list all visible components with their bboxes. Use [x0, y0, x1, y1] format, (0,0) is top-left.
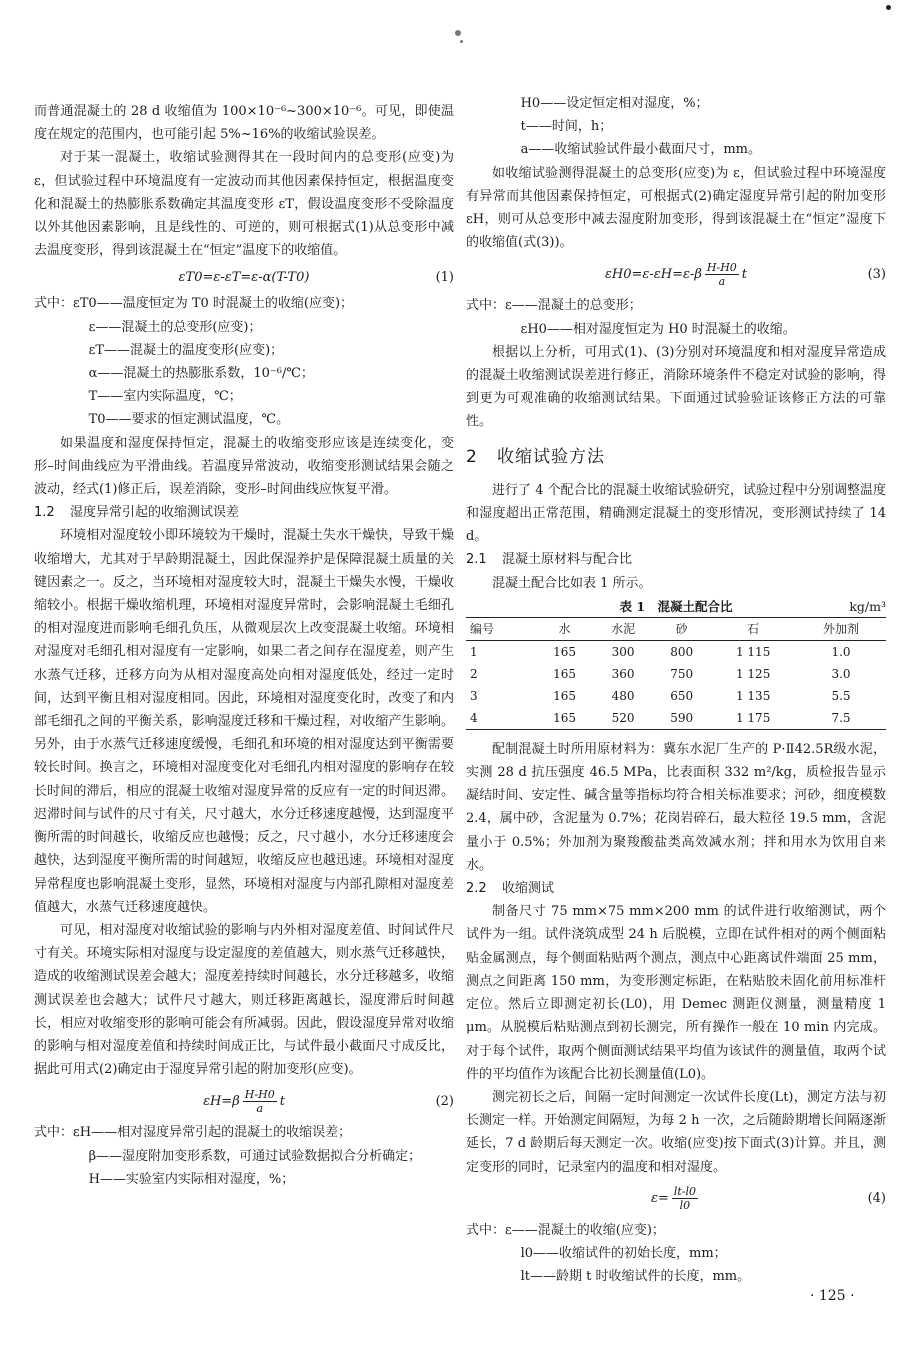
table-cell: 4 — [470, 710, 478, 725]
table-row — [466, 640, 886, 663]
paragraph-intro: 而普通混凝土的 28 d 收缩值为 100×10⁻⁶~300×10⁻⁶。可见，即使温度在规定的范围内，也可能引起 5%~16%的收缩试验误差。 — [34, 104, 454, 143]
paragraph-equation-3: 如收缩试验测得混凝土的总变形(应变)为 ε，但试验过程中环境湿度有异常而其他因素保持恒定，可根据式(2)确定湿度异常引起的附加变形 εH，则可从总变形中减去湿度附加变形，得到该混凝土在“恒定”湿度下的收缩值(式(3))。 — [466, 165, 886, 251]
equation-3-number: (3) — [867, 266, 886, 282]
table-header-cell: 砂 — [675, 621, 688, 636]
table-cell: 650 — [670, 688, 694, 703]
table-cell: 1.0 — [831, 644, 851, 659]
table-cell: 2 — [470, 666, 478, 681]
table-cell: 1 125 — [735, 666, 771, 681]
section-heading-2: 2 收缩试验方法 — [466, 446, 606, 467]
section-heading-2-2: 2.2 收缩测试 — [466, 881, 555, 897]
scan-speck — [460, 40, 463, 43]
eq1-definition: T0——要求的恒定测试温度，℃。 — [88, 412, 290, 428]
equation-4-number: (4) — [867, 1191, 886, 1207]
eq3-definition: 式中： ε——混凝土的总变形； — [466, 298, 642, 314]
table-cell: 1 135 — [735, 688, 771, 703]
table-header-cell: 编号 — [470, 621, 495, 636]
equation-1-body: εT0=ε-εT=ε-α(T-T0) — [178, 269, 310, 285]
table-row — [466, 707, 886, 730]
eq4-definition: l0——收缩试件的初始长度，mm； — [520, 1245, 727, 1261]
eq1-definition: εT——混凝土的温度变形(应变)； — [88, 342, 284, 358]
section-heading-1-2: 1.2 湿度异常引起的收缩测试误差 — [34, 505, 240, 521]
table-cell: 3.0 — [831, 666, 851, 681]
table-header-row — [466, 617, 886, 640]
table-header-cell: 外加剂 — [823, 621, 860, 636]
equation-4-fraction: $\frac{lt-l0}{l0}$ — [673, 1185, 697, 1213]
equation-2-number: (2) — [435, 1093, 454, 1109]
paragraph-section-2-1: 混凝土配合比如表 1 所示。 — [492, 575, 652, 591]
paragraph-humidity-2: 可见，相对湿度对收缩试验的影响与内外相对湿度差值、时间试件尺寸有关。环境实际相对湿度与设定湿度的差值越大，则水蒸气迁移越快，造成的收缩测试误差会越大；湿度差持续时间越长，水分迁移越多，收缩测试误差也会越大；试件尺寸越大，则迁移距离越长，湿度滞后时间越长，相应对收缩变形的影响可能会有所减弱。因此，假设湿度异常对收缩的影响与相对湿度差值和持续时间成正比，与试件最小截面尺寸成反比，据此可用式(2)确定由于湿度异常引起的附加变形(应变)。 — [34, 922, 454, 1078]
equation-2-lhs: εH=β — [203, 1093, 240, 1109]
table-cell: 1 — [470, 644, 478, 659]
paragraph-humidity-1: 环境相对湿度较小即环境较为干燥时，混凝土失水干燥快，导致干燥收缩增大，尤其对于早龄期混凝土，因此保湿养护是保障混凝土质量的关键因素之一。反之，当环境相对湿度较大时，混凝土干燥失水慢，干燥收缩较小。根据干燥收缩机理，环境相对湿度异常时，会影响混凝土毛细孔的相对湿度进而影响毛细孔负压，从微观层次上改变混凝土收缩。环境相对湿度对毛细孔相对湿度有一定影响，如果二者之间存在湿度差，则产生水蒸气迁移，迁移方向为从相对湿度高处向相对湿度低处，经过一定时间，达到平衡且相对湿度相同。因此，环境相对湿度变化时，改变了和内部毛细孔之间的平衡关系，影响湿度迁移和干燥过程，对收缩产生影响。另外，由于水蒸气迁移速度缓慢，毛细孔和环境的相对湿度达到平衡需要较长时间。换言之，环境相对湿度变化对毛细孔内相对湿度的影响存在较长时间的滞后，相应的混凝土收缩对湿度异常的反应有一定的时间迟滞。迟滞时间与试件的尺寸有关，尺寸越大，水分迁移速度越慢，达到湿度平衡所需的时间越长，收缩反应也越慢；反之，尺寸越小，水分迁移速度会越快，达到湿度平衡所需的时间越短，收缩反应也越迅速。环境相对湿度异常程度也影响混凝土变形，显然，环境相对湿度与内部孔隙相对湿度差值越大，水蒸气迁移速度越快。 — [34, 528, 454, 915]
table-cell: 590 — [670, 710, 694, 725]
eq2-definition: t——时间，h； — [520, 119, 613, 135]
equation-1-number: (1) — [435, 269, 454, 285]
section-heading-2-1: 2.1 混凝土原材料与配合比 — [466, 552, 633, 568]
eq2-definition: 式中： εH——相对湿度异常引起的混凝土的收缩误差； — [34, 1125, 352, 1141]
table-cell: 300 — [611, 644, 635, 659]
eq4-definition: lt——龄期 t 时收缩试件的长度，mm。 — [520, 1269, 751, 1285]
equation-4 — [466, 1181, 886, 1217]
paragraph-test-1: 制备尺寸 75 mm×75 mm×200 mm 的试件进行收缩测试，两个试件为一组。试件浇筑成型 24 h 后脱模，立即在试件相对的两个侧面粘贴金属测点，每个侧面粘贴两个测点，测点中心距离试件端面 25 mm，测点之间距离 150 mm，为变形测定标距，在粘贴胶未固化前用标准杆定位。然后立即测定初长(L0)，用 Demec 测距仪测量，测量精度 1 μm。从脱模后粘贴测点到初长测完，所有操作一般在 10 min 内完成。对于每个试件，取两个侧面测试结果平均值为该试件的测量值，取两个试件的平均值作为该配合比初长测量值(L0)。 — [466, 904, 886, 1082]
table-header-cell: 石 — [747, 621, 760, 636]
paragraph-constant-conditions: 如果温度和湿度保持恒定，混凝土的收缩变形应该是连续变化，变形–时间曲线应为平滑曲线。若温度异常波动，收缩变形测试结果会随之波动，经式(1)修正后，误差消除，变形–时间曲线应恢复平滑。 — [34, 435, 454, 498]
table-cell: 165 — [553, 666, 576, 681]
table-1-unit: kg/m³ — [849, 598, 886, 614]
equation-3-lhs: εH0=ε-εH=ε-β — [604, 266, 702, 282]
equation-3-fraction: $\frac{H-H0}{a}$ — [706, 260, 737, 288]
eq2-definition: a——收缩试验试件最小截面尺寸，mm。 — [520, 142, 761, 158]
table-cell: 3 — [470, 688, 478, 703]
eq4-definition: 式中： ε——混凝土的收缩(应变)； — [466, 1222, 665, 1238]
table-cell: 800 — [670, 644, 694, 659]
equation-2: εH=β $\frac{H-H0}{a}$ t (2) — [203, 1087, 454, 1115]
table-cell: 7.5 — [831, 710, 851, 725]
page-number: · 125 · — [810, 1288, 855, 1304]
table-1-title: 表 1 混凝土配合比 — [619, 598, 733, 614]
table-cell: 480 — [611, 688, 635, 703]
table-row — [466, 685, 886, 707]
table-cell: 1 175 — [735, 710, 771, 725]
scan-speck — [455, 30, 461, 36]
right-column — [466, 92, 886, 1288]
scan-speck — [886, 5, 891, 10]
table-cell: 750 — [670, 666, 694, 681]
eq2-definition: H——实验室内实际相对湿度，%； — [88, 1171, 295, 1187]
eq1-definition: 式中： εT0——温度恒定为 T0 时混凝土的收缩(应变)； — [34, 296, 354, 312]
table-cell: 5.5 — [831, 688, 851, 703]
paragraph-section-2: 进行了 4 个配合比的混凝土收缩试验研究，试验过程中分别调整温度和湿度超出正常范围，精确测定混凝土的变形情况，变形测试持续了 14 d。 — [466, 482, 886, 545]
eq3-definition: εH0——相对湿度恒定为 H0 时混凝土的收缩。 — [520, 321, 796, 337]
eq2-definition: β——湿度附加变形系数，可通过试验数据拟合分析确定； — [88, 1148, 422, 1164]
equation-4-lhs: ε= — [650, 1191, 669, 1207]
equation-2-fraction: $\frac{H-H0}{a}$ — [244, 1087, 275, 1115]
eq1-definition: ε——混凝土的总变形(应变)； — [88, 319, 262, 335]
table-1-caption — [466, 595, 886, 617]
table-cell: 165 — [553, 688, 576, 703]
left-column — [34, 100, 454, 1191]
table-header-cell: 水 — [558, 621, 571, 636]
equation-3: εH0=ε-εH=ε-β $\frac{H-H0}{a}$ t (3) — [604, 260, 886, 288]
table-row — [466, 663, 886, 685]
paragraph-materials: 配制混凝土时所用原材料为：冀东水泥厂生产的 P·Ⅱ42.5R级水泥，实测 28 d 抗压强度 46.5 MPa，比表面积 332 m²/kg，质检报告显示凝结时间、安定性、碱含量等指标均符合相关标准要求；河砂，细度模数 2.4，属中砂，含泥量为 0.7%；花岗岩碎石，最大粒径 19.5 mm，含泥量小于 0.5%；外加剂为聚羧酸盐类高效减水剂；拌和用水为饮用自来水。 — [466, 741, 886, 873]
table-cell: 165 — [553, 710, 576, 725]
paragraph-test-2: 测完初长之后，间隔一定时间测定一次试件长度(Lt)，测定方法与初长测定一样。开始测定间隔短，为每 2 h 一次，之后随龄期增长间隔逐渐延长，7 d 龄期后每天测定一次。收缩(应变)按下面式(3)计算。并且，测定变形的同时，记录室内的温度和相对湿度。 — [466, 1089, 886, 1175]
eq2-definition: H0——设定恒定相对湿度，%； — [520, 96, 709, 111]
mix-proportion-table — [466, 617, 886, 730]
table-cell: 165 — [553, 644, 576, 659]
table-cell: 360 — [611, 666, 635, 681]
eq1-definition: T——室内实际温度，℃； — [88, 389, 242, 405]
table-header-cell: 水泥 — [611, 621, 636, 636]
table-cell: 1 115 — [735, 644, 771, 659]
table-cell: 520 — [611, 710, 635, 725]
paragraph-temperature: 对于某一混凝土，收缩试验测得其在一段时间内的总变形(应变)为 ε，但试验过程中环境温度有一定波动而其他因素保持恒定，根据温度变化和混凝土的热膨胀系数确定其温度变形 εT，假设温度变形不受除温度以外其他因素影响，且是线性的、可逆的，则可根据式(1)从总变形中减去温度变形，得到该混凝土在“恒定”温度下的收缩值。 — [34, 150, 454, 259]
eq1-definition: α——混凝土的热膨胀系数，10⁻⁶/℃； — [88, 366, 314, 382]
equation-1 — [34, 264, 454, 290]
paragraph-summary: 根据以上分析，可用式(1)、(3)分别对环境温度和相对湿度异常造成的混凝土收缩测试误差进行修正，消除环境条件不稳定对试验的影响，得到更为可观准确的收缩测试结果。下面通过试验验证该修正方法的可靠性。 — [466, 344, 886, 430]
